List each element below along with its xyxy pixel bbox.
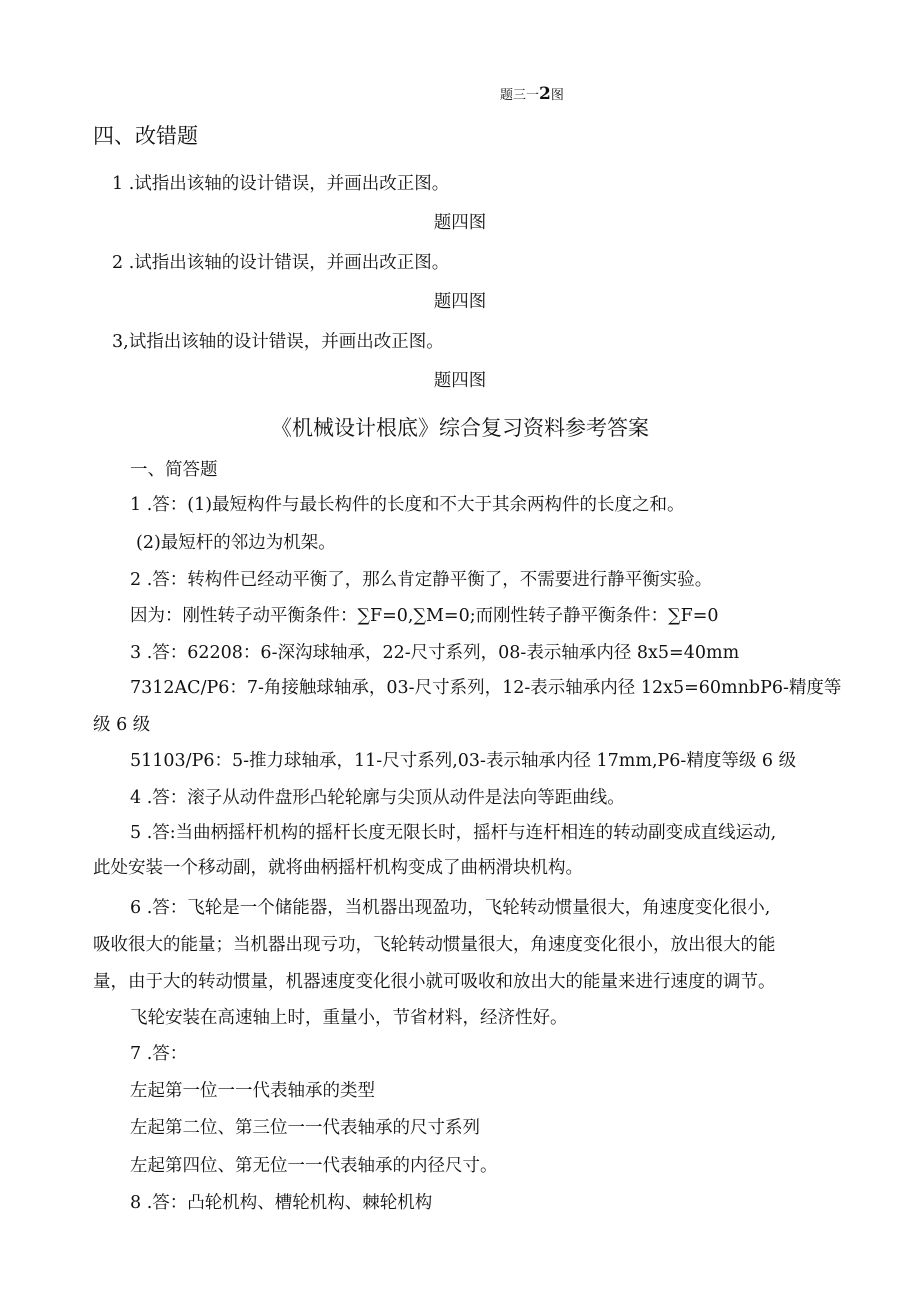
answer-3-line-1: 3 .答：62208：6-深沟球轴承，22-尺寸系列，08-表示轴承内径 8x5=40mm <box>130 643 740 663</box>
figure-caption-top <box>500 82 564 108</box>
answer-6-line-1: 6 .答：飞轮是一个储能器，当机器出现盈功，飞轮转动惯量很大，角速度变化很小, <box>130 898 771 918</box>
answer-8: 8 .答：凸轮机构、槽轮机构、棘轮机构 <box>130 1193 433 1213</box>
question-1: 1 .试指出该轴的设计错误，并画出改正图。 <box>112 174 450 194</box>
figure-caption-prefix: 题三一 <box>500 88 540 103</box>
answer-7-line-4: 左起第四位、第无位一一代表轴承的内径尺寸。 <box>130 1156 498 1176</box>
question-3: 3,试指出该轴的设计错误，并画出改正图。 <box>112 332 444 352</box>
answer-3-line-4: 51103/P6：5-推力球轴承，11-尺寸系列,03-表示轴承内径 17mm,P6-精度等级 6 级 <box>130 751 797 771</box>
answer-5-line-1: 5 .答:当曲柄摇杆机构的摇杆长度无限长时，摇杆与连杆相连的转动副变成直线运动, <box>130 823 777 843</box>
question-2: 2 .试指出该轴的设计错误，并画出改正图。 <box>112 253 450 273</box>
answer-7-line-1: 7 .答： <box>130 1044 188 1064</box>
answer-1-line-2: (2)最短杆的邻边为机架。 <box>136 533 336 553</box>
answer-2-line-1: 2 .答：转构件已经动平衡了，那么肯定静平衡了，不需要进行静平衡实验。 <box>130 570 713 590</box>
figure-caption-q2: 题四图 <box>433 292 487 312</box>
answer-6-line-2: 吸收很大的能量；当机器出现亏功，飞轮转动惯量很大，角速度变化很小，放出很大的能 <box>93 935 776 955</box>
figure-caption-suffix: 图 <box>550 88 564 103</box>
answer-6-line-4: 飞轮安装在高速轴上时，重量小，节省材料，经济性好。 <box>130 1008 568 1028</box>
section-heading-correction: 四、改错题 <box>93 124 198 148</box>
figure-caption-q1: 题四图 <box>433 213 487 233</box>
answer-2-line-2: 因为：刚性转子动平衡条件：∑F=0,∑M=0;而刚性转子静平衡条件：∑F=0 <box>130 606 719 626</box>
answer-3-line-3: 级 6 级 <box>93 715 151 735</box>
answer-7-line-2: 左起第一位一一代表轴承的类型 <box>130 1081 375 1101</box>
section-heading-short-answer: 一、简答题 <box>130 460 218 480</box>
figure-caption-q3: 题四图 <box>433 371 487 391</box>
answer-7-line-3: 左起第二位、第三位一一代表轴承的尺寸系列 <box>130 1118 480 1138</box>
answer-title: 《机械设计根底》综合复习资料参考答案 <box>271 416 649 440</box>
answer-6-line-3: 量，由于大的转动惯量，机器速度变化很小就可吸收和放出大的能量来进行速度的调节。 <box>93 972 776 992</box>
answer-4: 4 .答：滚子从动件盘形凸轮轮廓与尖顶从动件是法向等距曲线。 <box>130 788 625 808</box>
answer-1-line-1: 1 .答：(1)最短构件与最长构件的长度和不大于其余两构件的长度之和。 <box>130 495 685 515</box>
figure-caption-number: 2 <box>539 84 551 104</box>
answer-5-line-2: 此处安装一个移动副，就将曲柄摇杆机构变成了曲柄滑块机构。 <box>93 858 583 878</box>
answer-3-line-2: 7312AC/P6：7-角接触球轴承，03-尺寸系列，12-表示轴承内径 12x5=60mnbP6-精度等 <box>130 678 842 698</box>
